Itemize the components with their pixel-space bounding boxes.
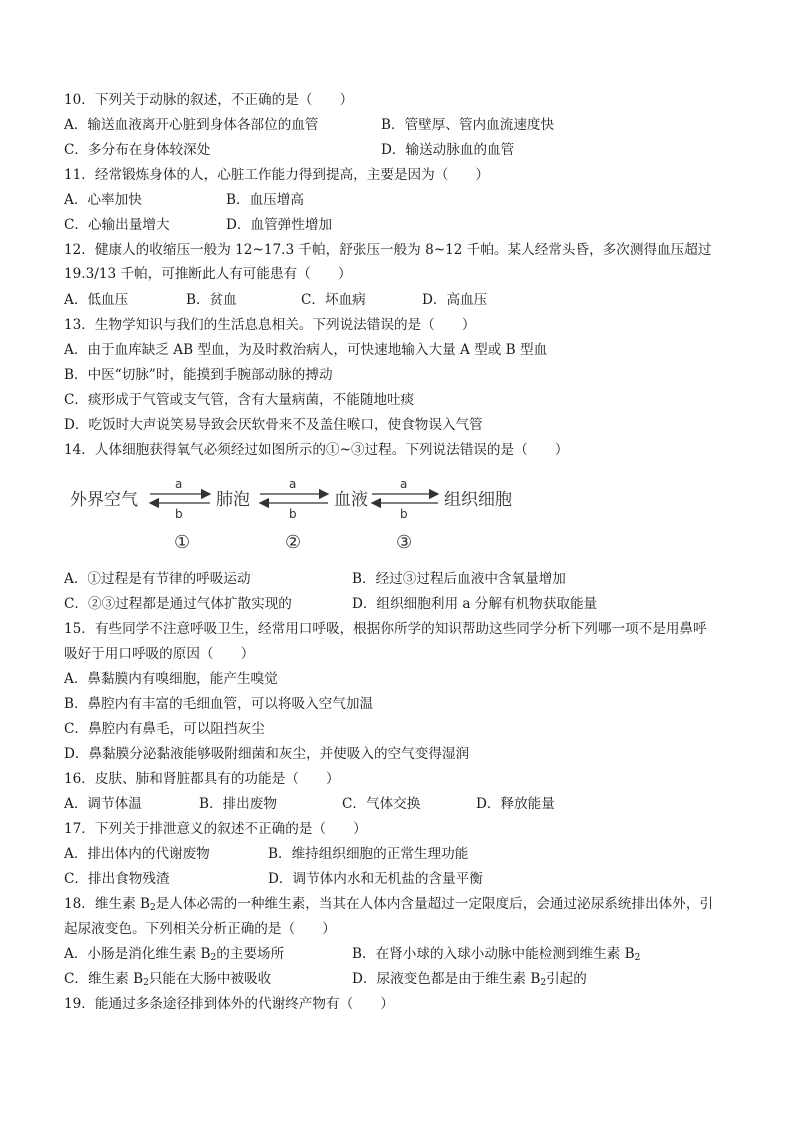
q12-option-c: C．坏血病 [301, 292, 366, 308]
q13-option-a: A．由于血库缺乏 AB 型血，为及时救治病人，可快速地输入大量 A 型或 B 型血 [64, 342, 548, 358]
q14-option-d: D．组织细胞利用 a 分解有机物获取能量 [352, 596, 598, 612]
q11-option-a: A．心率加快 [64, 192, 142, 208]
node-outside-air: 外界空气 [70, 490, 138, 510]
q13-option-c: C．痰形成于气管或支气管，含有大量病菌，不能随地吐痰 [64, 392, 415, 408]
label-a-3: a [400, 477, 408, 491]
q16-option-a: A．调节体温 [64, 796, 142, 812]
label-b-1: b [175, 507, 183, 521]
q13-option-b: B．中医“切脉”时，能摸到手腕部动脉的搏动 [64, 367, 333, 383]
q12-option-b: B．贫血 [186, 292, 237, 308]
q17-option-a: A．排出体内的代谢废物 [64, 846, 210, 862]
label-a-1: a [175, 477, 183, 491]
q15-option-d: D．鼻黏膜分泌黏液能够吸附细菌和灰尘，并使吸入的空气变得湿润 [64, 746, 470, 762]
q10-option-a: A．输送血液离开心脏到身体各部位的血管 [64, 117, 319, 133]
q15-option-c: C．鼻腔内有鼻毛，可以阻挡灰尘 [64, 721, 265, 737]
step-3: ③ [396, 532, 413, 553]
q12-stem-line1: 12．健康人的收缩压一般为 12~17.3 千帕，舒张压一般为 8~12 千帕。某人经常头昏，多次测得血压超过 [64, 242, 712, 258]
step-1: ① [174, 532, 191, 553]
q16-option-b: B．排出废物 [199, 796, 277, 812]
q12-stem-line2: 19.3/13 千帕，可推断此人有可能患有（ ） [64, 266, 352, 282]
label-a-2: a [289, 477, 297, 491]
q11-stem: 11．经常锻炼身体的人，心脏工作能力得到提高，主要是因为（ ） [64, 167, 490, 183]
q18-option-c: C．维生素 $B_2$只能在大肠中被吸收 [64, 971, 272, 988]
q18-option-d: D．尿液变色都是由于维生素 $B_2$引起的 [352, 971, 587, 988]
q18-stem-line1: 18．维生素 $B_2$是人体必需的一种维生素，当其在人体内含量超过一定限度后，会通过泌尿系统排出体外，引 [64, 896, 714, 913]
q13-option-d: D．吃饭时大声说笑易导致会厌软骨来不及盖住喉口，使食物误入气管 [64, 417, 483, 433]
q10-option-b: B．管壁厚、管内血流速度快 [381, 117, 555, 133]
q12-option-d: D．高血压 [422, 292, 488, 308]
q13-stem: 13．生物学知识与我们的生活息息相关。下列说法错误的是（ ） [64, 317, 476, 333]
q15-option-b: B．鼻腔内有丰富的毛细血管，可以将吸入空气加温 [64, 696, 374, 712]
label-b-2: b [289, 507, 297, 521]
q11-option-d: D．血管弹性增加 [226, 217, 333, 233]
q15-option-a: A．鼻黏膜内有嗅细胞，能产生嗅觉 [64, 671, 278, 687]
q10-option-d: D．输送动脉血的血管 [381, 142, 515, 158]
q14-stem: 14．人体细胞获得氧气必须经过如图所示的①~③过程。下列说法错误的是（ ） [64, 442, 569, 458]
q17-option-d: D．调节体内水和无机盐的含量平衡 [268, 871, 483, 887]
q19-stem: 19．能通过多条途径排到体外的代谢终产物有（ ） [64, 996, 394, 1012]
q18-option-a: A．小肠是消化维生素 $B_2$的主要场所 [64, 946, 285, 963]
q14-option-b: B．经过③过程后血液中含氧量增加 [352, 571, 566, 587]
q17-option-b: B．维持组织细胞的正常生理功能 [268, 846, 469, 862]
label-b-3: b [400, 507, 408, 521]
node-alveoli: 肺泡 [216, 490, 250, 510]
q11-option-c: C．心输出量增大 [64, 217, 170, 233]
node-tissue-cells: 组织细胞 [444, 490, 512, 510]
q14-process-diagram [64, 474, 534, 554]
step-2: ② [285, 532, 302, 553]
q15-stem-line1: 15．有些同学不注意呼吸卫生，经常用口呼吸，根据你所学的知识帮助这些同学分析下列哪一项不是用鼻呼 [64, 621, 707, 637]
q18-option-b: B．在肾小球的入球小动脉中能检测到维生素 $B_2$ [352, 946, 641, 963]
q18-stem-line2: 起尿液变色。下列相关分析正确的是（ ） [64, 921, 336, 937]
q17-stem: 17．下列关于排泄意义的叙述不正确的是（ ） [64, 821, 367, 837]
q14-option-a: A．①过程是有节律的呼吸运动 [64, 571, 251, 587]
q10-stem: 10．下列关于动脉的叙述，不正确的是（ ） [64, 92, 354, 108]
q12-option-a: A．低血压 [64, 292, 129, 308]
node-blood: 血液 [334, 490, 368, 510]
q17-option-c: C．排出食物残渣 [64, 871, 170, 887]
q16-option-d: D．释放能量 [476, 796, 555, 812]
q16-stem: 16．皮肤、肺和肾脏都具有的功能是（ ） [64, 771, 340, 787]
q14-option-c: C．②③过程都是通过气体扩散实现的 [64, 596, 292, 612]
q10-option-c: C．多分布在身体较深处 [64, 142, 211, 158]
q11-option-b: B．血压增高 [226, 192, 304, 208]
q15-stem-line2: 吸好于用口呼吸的原因（ ） [64, 646, 255, 662]
q16-option-c: C．气体交换 [342, 796, 421, 812]
